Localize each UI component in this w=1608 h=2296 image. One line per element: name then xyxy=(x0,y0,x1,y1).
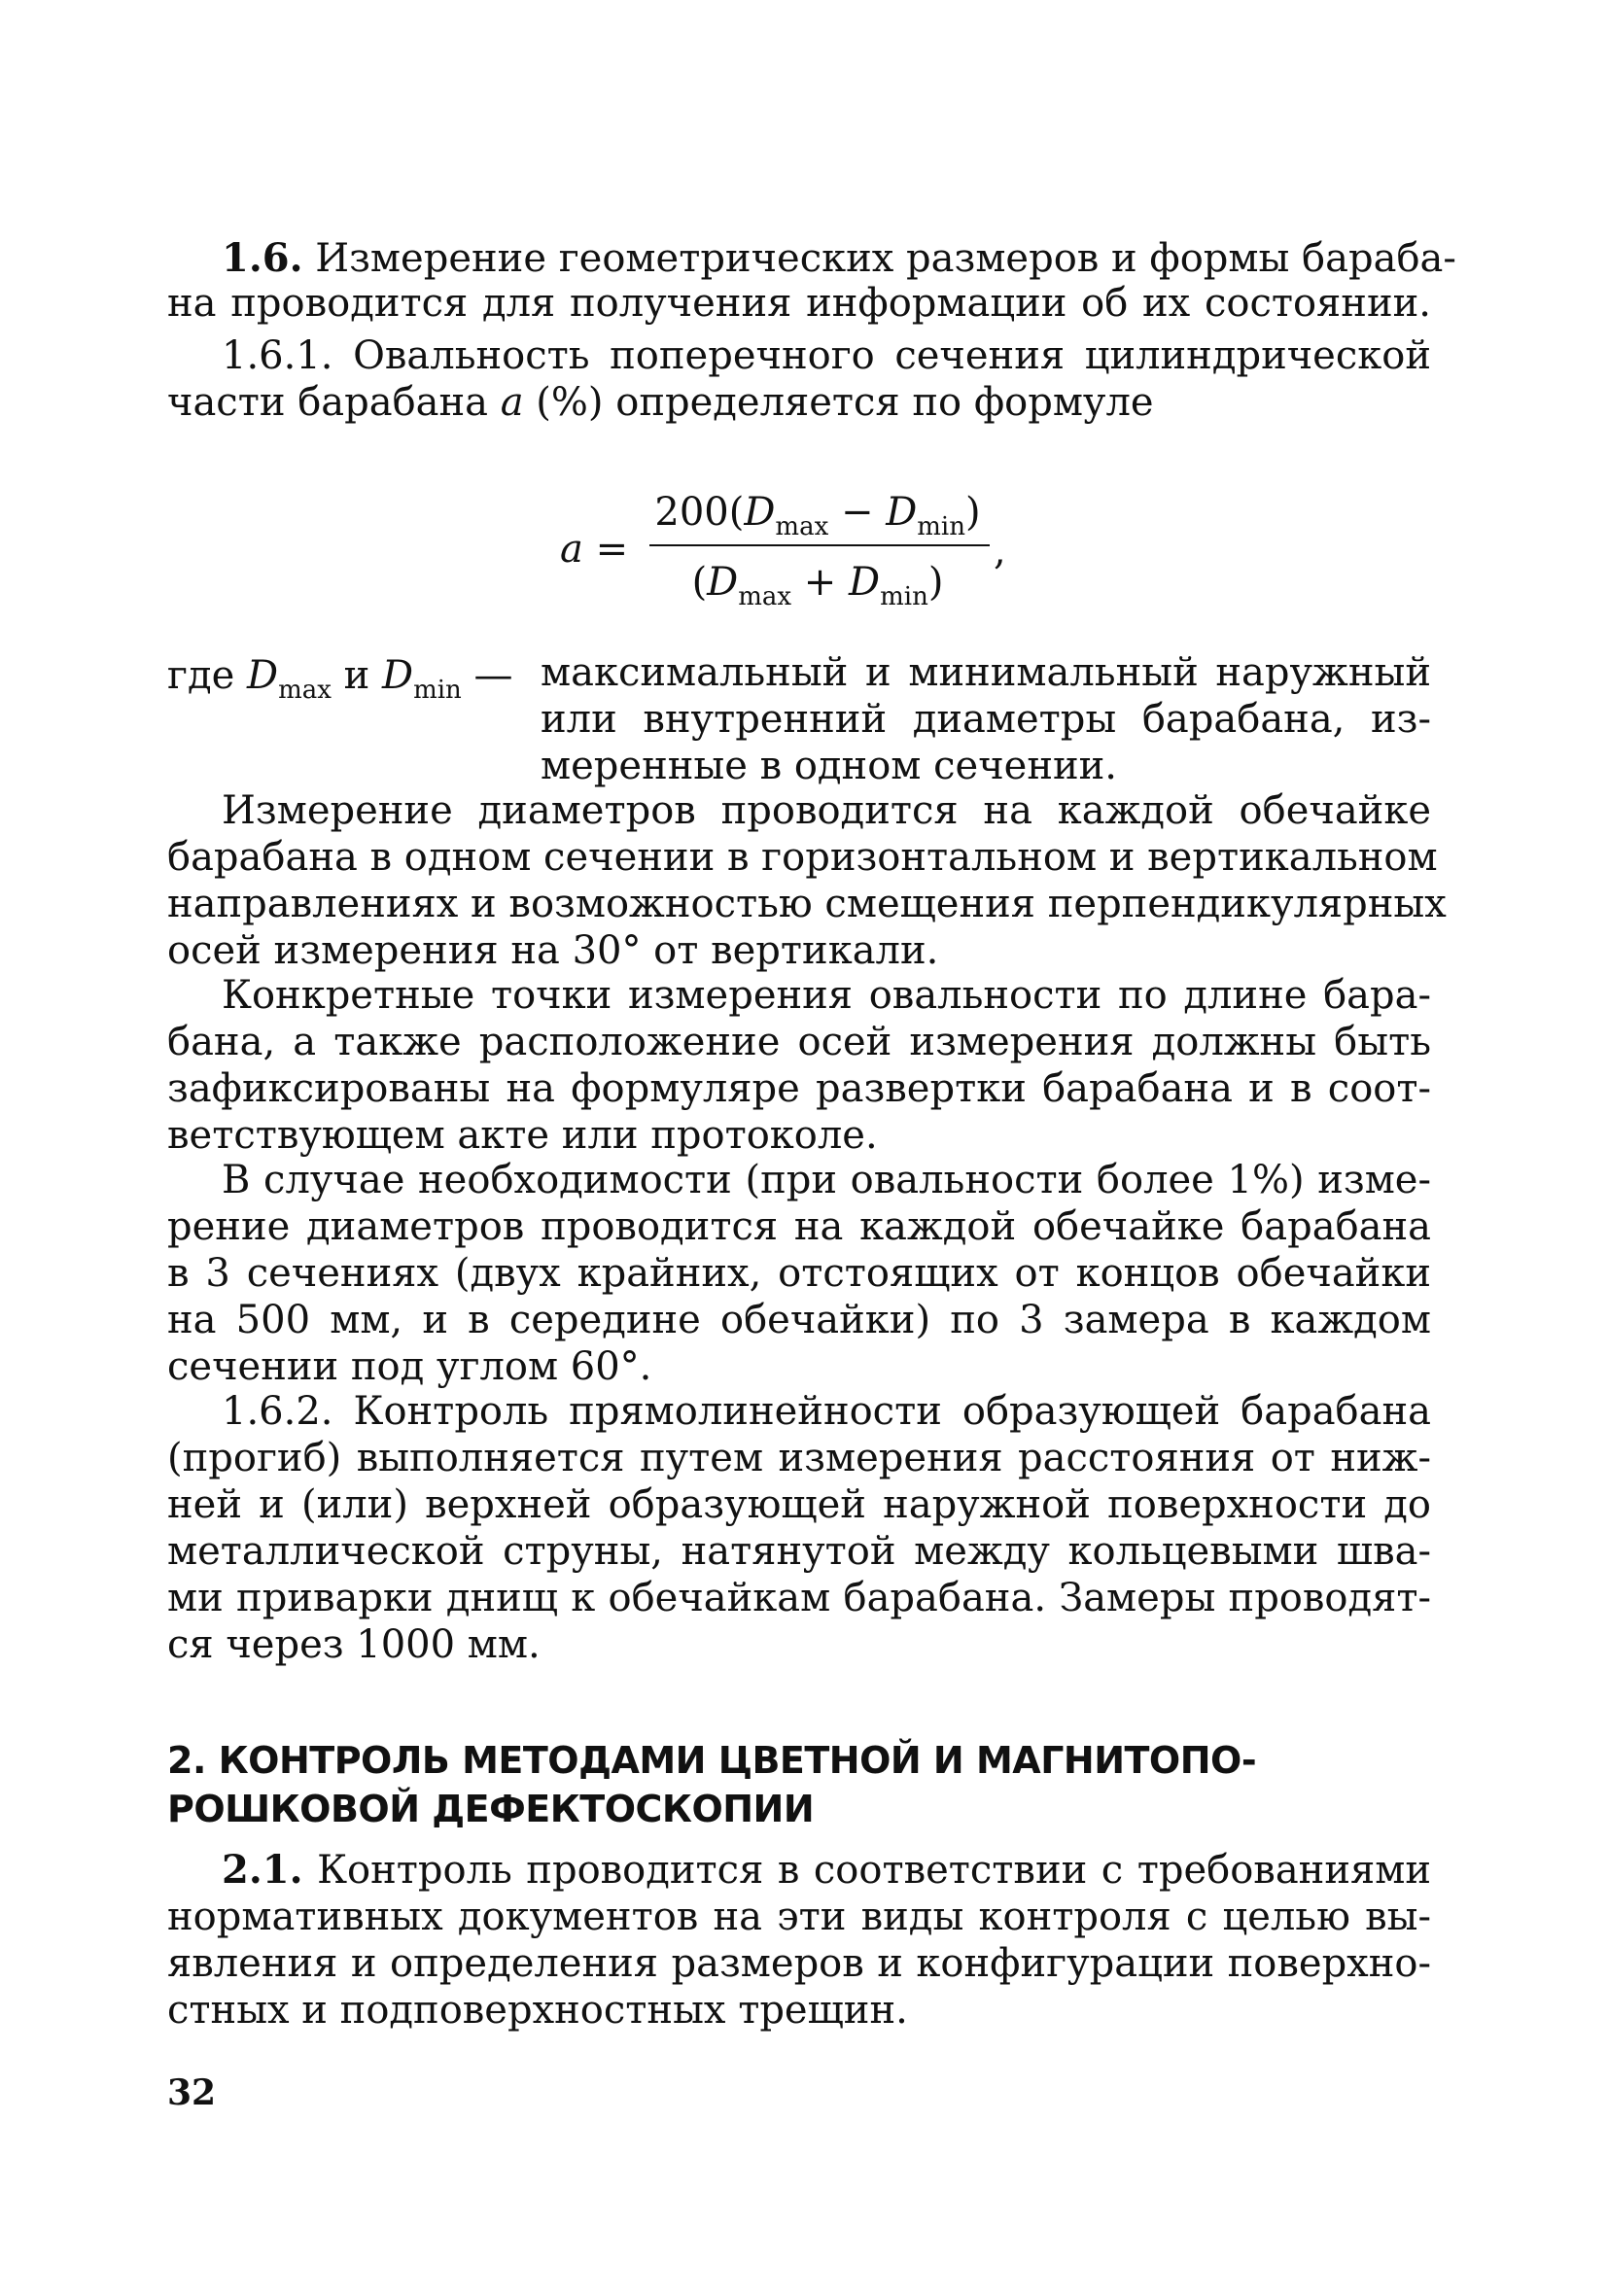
symbol-d: D xyxy=(849,560,881,605)
symbol-d: D xyxy=(886,490,918,535)
formula-comma: , xyxy=(994,529,1006,574)
text: и xyxy=(331,653,382,698)
text: ) xyxy=(927,560,944,605)
subscript-min: min xyxy=(880,582,928,611)
paragraph-line: в 3 сечениях (двух крайних, отстоящих от концов обечайки xyxy=(167,1251,1431,1296)
text: ) xyxy=(965,490,981,535)
subscript-min: min xyxy=(917,512,965,541)
formula-numerator xyxy=(649,490,986,541)
text: − xyxy=(828,490,887,535)
paragraph-line: направлениях и возможностью смещения перпендикулярных xyxy=(167,882,1447,926)
paragraph-line: бана, а также расположение осей измерения должны быть xyxy=(167,1020,1431,1064)
section-number: 2.1. xyxy=(222,1847,303,1893)
ovality-formula xyxy=(560,490,1027,616)
subscript-min: min xyxy=(413,676,462,705)
paragraph-line: ветствующем акте или протоколе. xyxy=(167,1113,878,1158)
section-1-6-1-line-1: 1.6.1. Овальность поперечного сечения цилиндрической xyxy=(222,333,1431,378)
section-number: 1.6. xyxy=(222,235,303,281)
section-1-6-line-2: на проводится для получения информации об их состоянии. xyxy=(167,281,1431,326)
section-2-1-line-1 xyxy=(222,1847,1432,1893)
paragraph-line: металлической струны, натянутой между кольцевыми шва- xyxy=(167,1529,1431,1574)
text: Измерение геометрических размеров и формы бараба- xyxy=(315,236,1456,281)
paragraph-line: стных и подповерхностных трещин. xyxy=(167,1988,908,2033)
section-heading-line-2: РОШКОВОЙ ДЕФЕКТОСКОПИИ xyxy=(167,1788,815,1830)
subscript-max: max xyxy=(278,676,332,705)
paragraph-line: нормативных документов на эти виды контроля с целью вы- xyxy=(167,1895,1431,1939)
text: + xyxy=(791,560,850,605)
paragraph-line: (прогиб) выполняется путем измерения расстояния от ниж- xyxy=(167,1436,1431,1480)
paragraph-line: ми приварки днищ к обечайкам барабана. Замеры проводят- xyxy=(167,1576,1431,1620)
text: Контроль проводится в соответствии с требованиями xyxy=(317,1848,1432,1893)
paragraph-line: Измерение диаметров проводится на каждой обечайке xyxy=(222,788,1431,833)
where-definition-line-2: или внутренний диаметры барабана, из- xyxy=(541,697,1431,742)
paragraph-line: рение диаметров проводится на каждой обечайке барабана xyxy=(167,1204,1431,1249)
text: (%) определяется по формуле xyxy=(523,380,1154,425)
fraction-bar xyxy=(649,544,990,546)
text: части барабана xyxy=(167,380,501,425)
paragraph-line: зафиксированы на формуляре развертки барабана и в соот- xyxy=(167,1066,1431,1111)
text: — xyxy=(461,653,513,698)
symbol-d: D xyxy=(707,560,739,605)
paragraph-line: 1.6.2. Контроль прямолинейности образующей барабана xyxy=(222,1389,1431,1434)
subscript-max: max xyxy=(738,582,792,611)
paragraph-line: барабана в одном сечении в горизонтальном и вертикальном xyxy=(167,835,1438,880)
page-number: 32 xyxy=(167,2072,217,2113)
paragraph-line: на 500 мм, и в середине обечайки) по 3 замера в каждом xyxy=(167,1298,1431,1342)
section-1-6-line-1 xyxy=(222,235,1456,281)
symbol-d: D xyxy=(381,653,414,698)
paragraph-line: Конкретные точки измерения овальности по длине бара- xyxy=(222,973,1431,1018)
section-heading-line-1: 2. КОНТРОЛЬ МЕТОДАМИ ЦВЕТНОЙ И МАГНИТОПО- xyxy=(167,1739,1257,1782)
paragraph-line: явления и определения размеров и конфигурации поверхно- xyxy=(167,1941,1431,1986)
where-label xyxy=(167,653,513,705)
paragraph-line: ней и (или) верхней образующей наружной поверхности до xyxy=(167,1482,1431,1527)
where-definition-line-3: меренные в одном сечении. xyxy=(541,744,1118,788)
section-1-6-1-line-2 xyxy=(167,380,1154,425)
symbol-a: a xyxy=(500,380,524,425)
formula-lhs: a = xyxy=(560,527,629,572)
text: 200( xyxy=(654,490,745,535)
formula-denominator xyxy=(649,560,986,611)
symbol-d: D xyxy=(744,490,776,535)
paragraph-line: осей измерения на 30° от вертикали. xyxy=(167,928,939,973)
where-definition-line-1: максимальный и минимальный наружный xyxy=(541,650,1431,695)
subscript-max: max xyxy=(775,512,829,541)
paragraph-line: ся через 1000 мм. xyxy=(167,1622,541,1667)
paragraph-line: сечении под углом 60°. xyxy=(167,1344,652,1389)
paragraph-line: В случае необходимости (при овальности более 1%) изме- xyxy=(222,1158,1431,1202)
text: ( xyxy=(691,560,708,605)
symbol-d: D xyxy=(246,653,279,698)
text: где xyxy=(167,653,247,698)
